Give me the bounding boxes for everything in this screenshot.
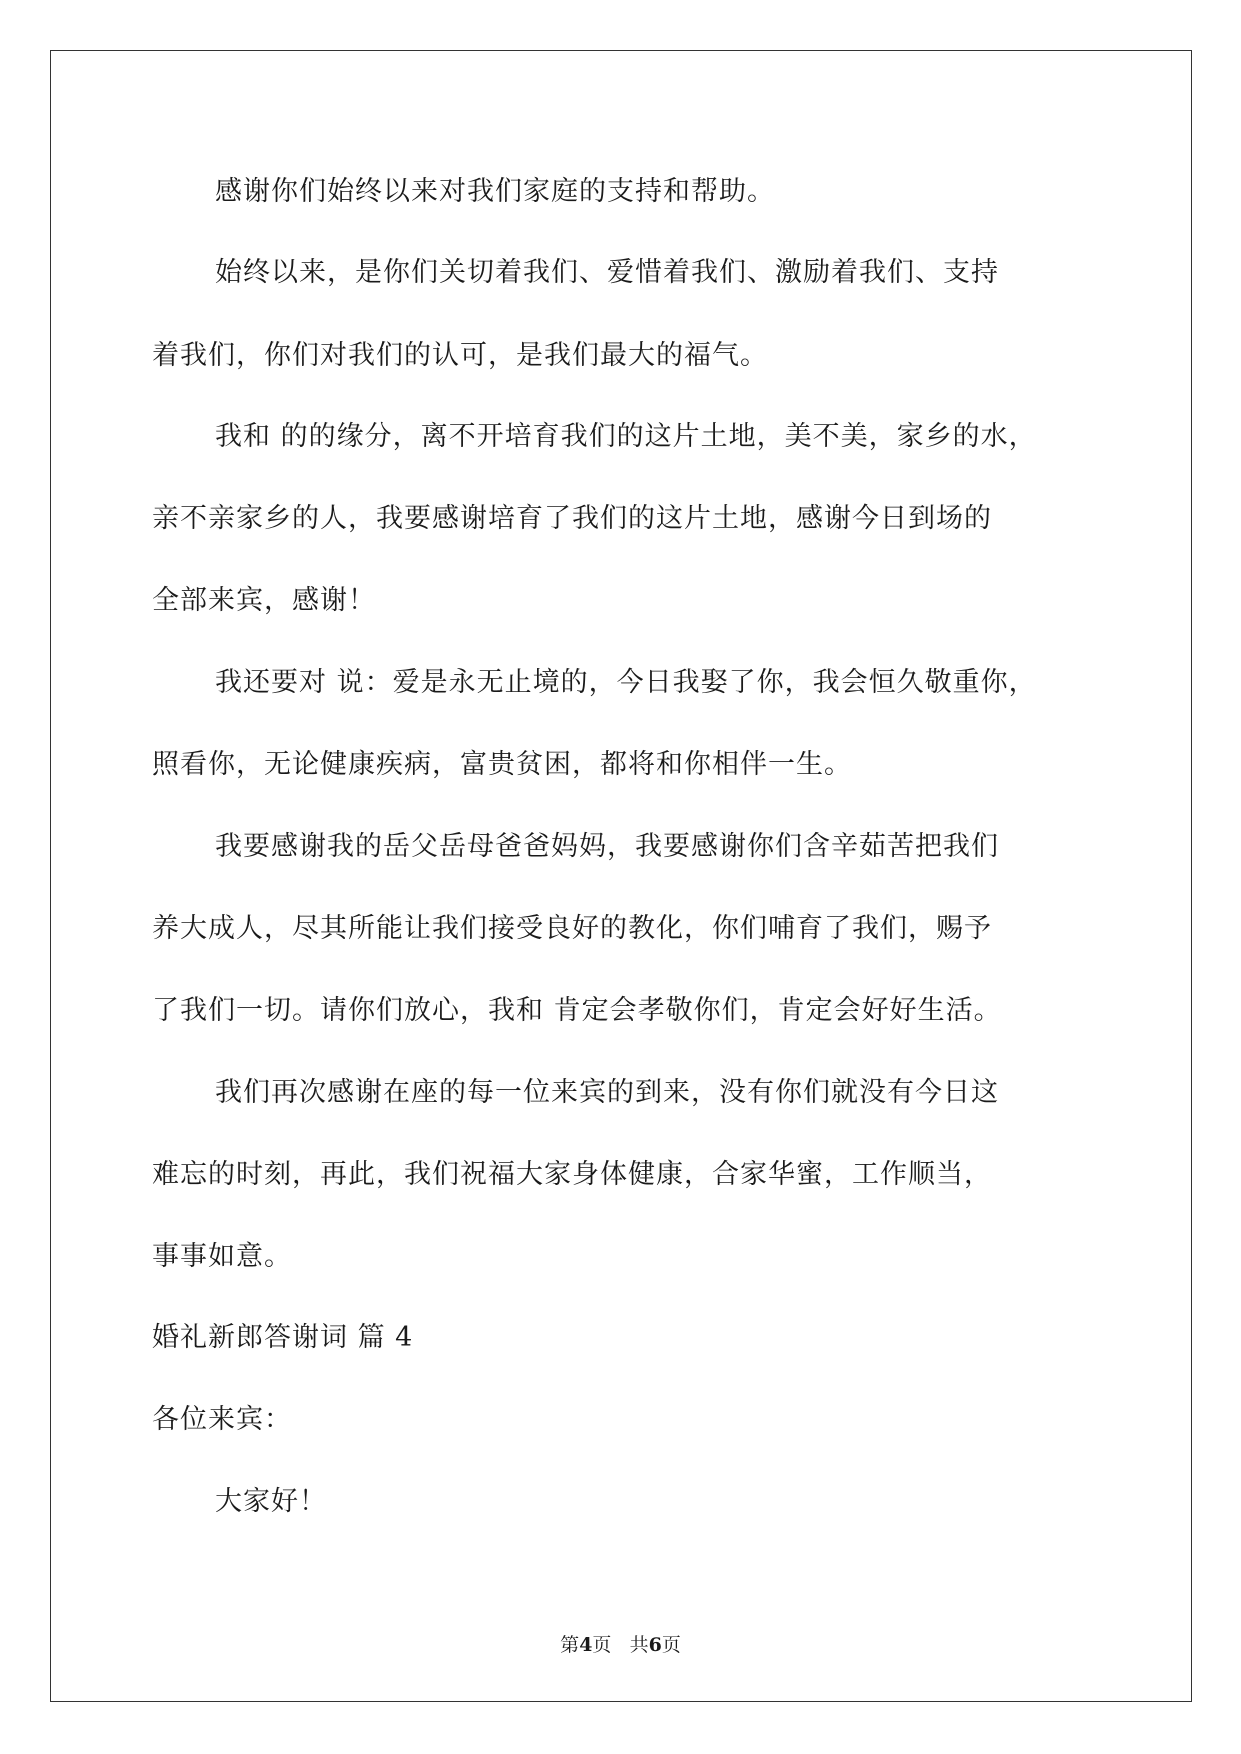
- page-border: [50, 50, 1192, 1702]
- paragraph-line: 始终以来，是你们关切着我们、爱惜着我们、激励着我们、支持: [215, 257, 999, 288]
- paragraph-line: 全部来宾，感谢！: [152, 585, 376, 616]
- paragraph-line: 我和 的的缘分，离不开培育我们的这片土地，美不美，家乡的水，: [215, 421, 1037, 452]
- section-heading: 婚礼新郎答谢词 篇 4: [152, 1322, 414, 1353]
- paragraph-line: 着我们，你们对我们的认可，是我们最大的福气。: [152, 340, 768, 371]
- salutation: 各位来宾：: [152, 1404, 292, 1435]
- paragraph-line: 了我们一切。请你们放心，我和 肯定会孝敬你们，肯定会好好生活。: [152, 995, 1002, 1026]
- paragraph-line: 我们再次感谢在座的每一位来宾的到来，没有你们就没有今日这: [215, 1077, 999, 1108]
- paragraph-line: 感谢你们始终以来对我们家庭的支持和帮助。: [215, 176, 775, 207]
- paragraph-line: 事事如意。: [152, 1241, 292, 1272]
- footer-total-prefix: 共: [629, 1634, 649, 1656]
- total-page-number: 6: [648, 1634, 662, 1656]
- greeting: 大家好！: [215, 1486, 327, 1517]
- paragraph-line: 难忘的时刻，再此，我们祝福大家身体健康，合家华蜜，工作顺当，: [152, 1159, 992, 1190]
- page-footer: [0, 1633, 1241, 1657]
- current-page-number: 4: [579, 1634, 593, 1656]
- paragraph-line: 我还要对 说：爱是永无止境的，今日我娶了你，我会恒久敬重你，: [215, 667, 1037, 698]
- paragraph-line: 我要感谢我的岳父岳母爸爸妈妈，我要感谢你们含辛茹苦把我们: [215, 831, 999, 862]
- paragraph-line: 养大成人，尽其所能让我们接受良好的教化，你们哺育了我们，赐予: [152, 913, 992, 944]
- paragraph-line: 亲不亲家乡的人，我要感谢培育了我们的这片土地，感谢今日到场的: [152, 503, 992, 534]
- footer-page-suffix: 页: [592, 1634, 612, 1656]
- footer-prefix: 第: [560, 1634, 580, 1656]
- paragraph-line: 照看你，无论健康疾病，富贵贫困，都将和你相伴一生。: [152, 749, 852, 780]
- footer-total-suffix: 页: [661, 1634, 681, 1656]
